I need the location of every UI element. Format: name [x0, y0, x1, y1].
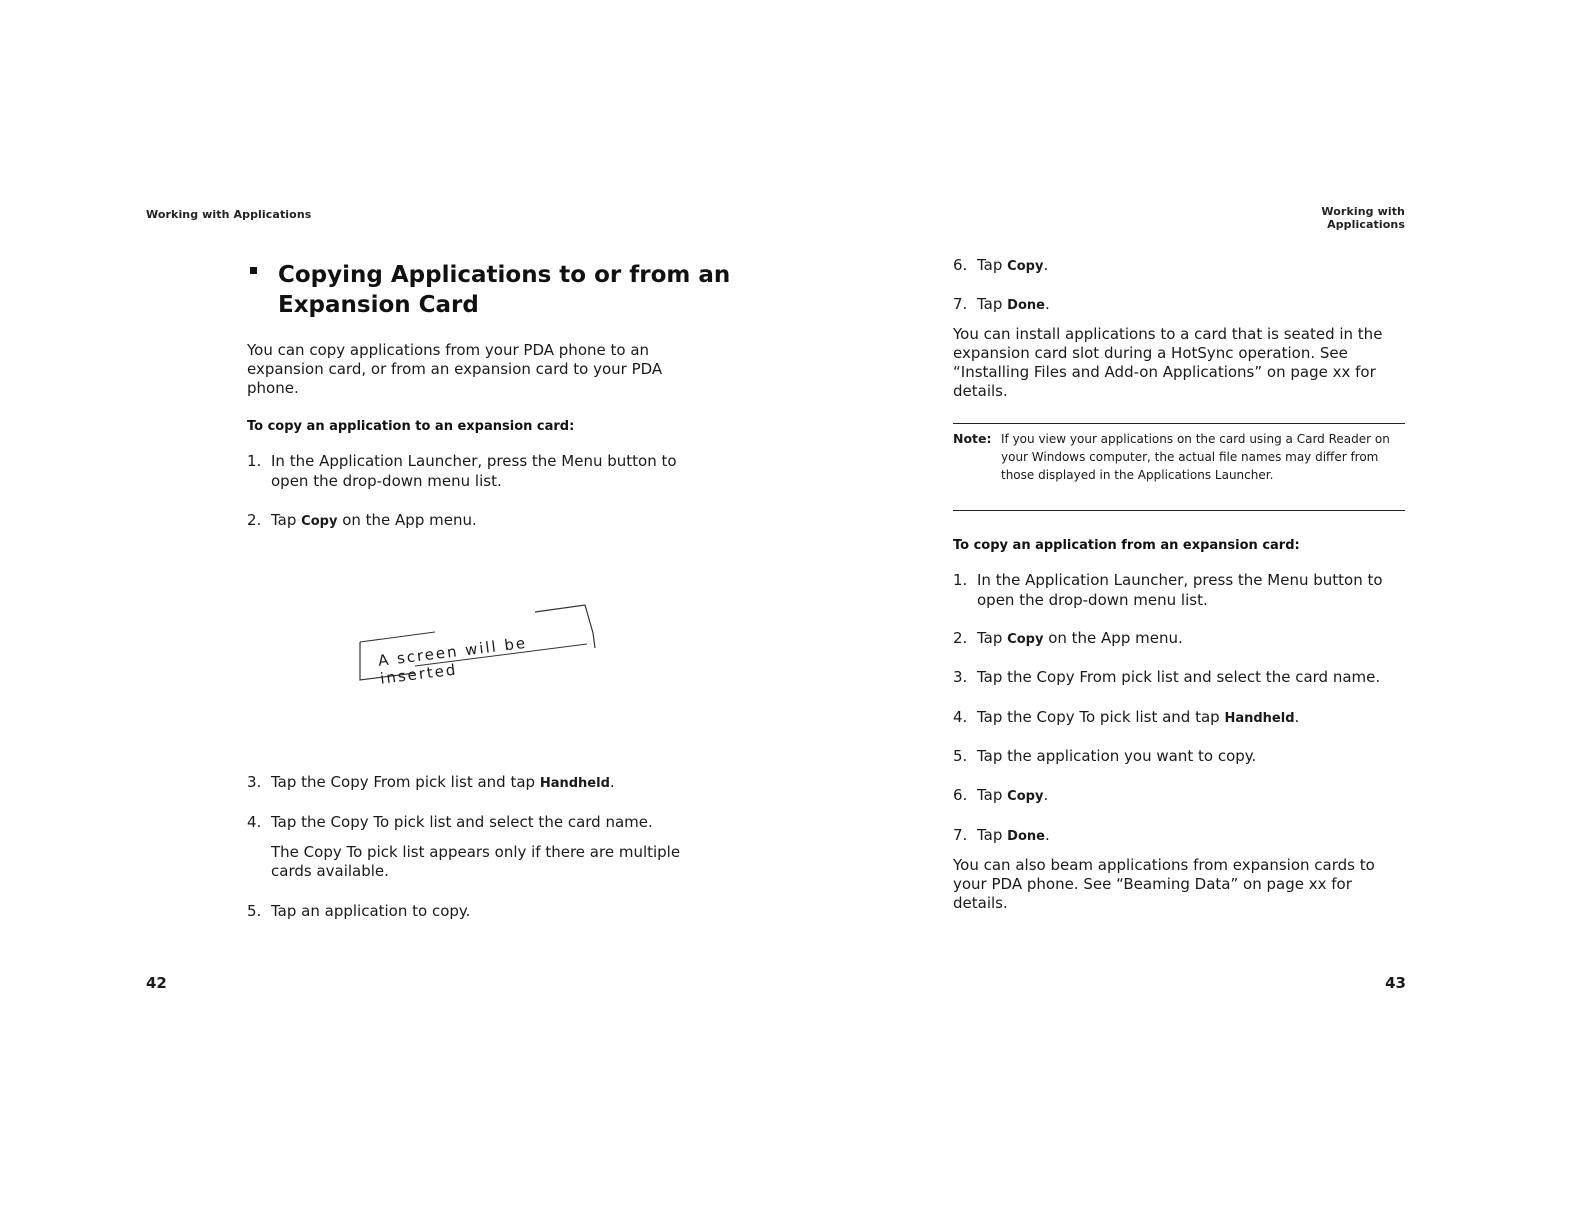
- screen-placeholder: [355, 600, 600, 688]
- list-item: 6. Tap Copy.: [953, 256, 1049, 274]
- list-item: 7. Tap Done.: [953, 826, 1050, 844]
- title-line-2: Expansion Card: [278, 292, 479, 318]
- list-item: 3. Tap the Copy From pick list and select the card name.: [953, 668, 1381, 686]
- list-item: 6. Tap Copy.: [953, 786, 1049, 804]
- list-item: 5. Tap the application you want to copy.: [953, 747, 1257, 765]
- list-item: 3. Tap the Copy From pick list and tap Handheld.: [247, 773, 615, 791]
- list-item: 7. Tap Done.: [953, 295, 1050, 313]
- placeholder-text: A screen will be inserted: [377, 633, 529, 688]
- step-4-note: The Copy To pick list appears only if there are multiple cards available.: [271, 843, 681, 880]
- list-item: 4. Tap the Copy To pick list and select the card name.: [247, 813, 653, 831]
- note-text: If you view your applications on the card using a Card Reader on your Windows computer, the actual file names may differ from those displayed in the Applications Launcher.: [1001, 432, 1390, 482]
- list-item: 1. In the Application Launcher, press the Menu button to open the drop-down menu list.: [953, 571, 1383, 609]
- page-title: [278, 260, 748, 320]
- title-line-1: Copying Applications to or from an: [278, 262, 731, 288]
- note-label: Note:: [953, 431, 992, 446]
- procedure-heading-to-card: To copy an application to an expansion card:: [247, 419, 575, 434]
- list-item: 2. Tap Copy on the App menu.: [247, 511, 477, 529]
- list-item: 4. Tap the Copy To pick list and tap Handheld.: [953, 708, 1300, 726]
- intro-paragraph: You can copy applications from your PDA phone to an expansion card, or from an expansion card to your PDA phone.: [247, 341, 663, 397]
- list-item: 1. In the Application Launcher, press the Menu button to open the drop-down menu list.: [247, 452, 677, 490]
- list-item: 2. Tap Copy on the App menu.: [953, 629, 1183, 647]
- right-running-head: Working with Applications: [1321, 205, 1405, 231]
- procedure-heading-from-card: To copy an application from an expansion card:: [953, 538, 1300, 553]
- right-page-number: 43: [1385, 974, 1406, 992]
- heading-bullet-icon: [250, 267, 257, 274]
- left-page-number: 42: [146, 974, 167, 992]
- note-box: [953, 423, 1405, 511]
- left-running-head: Working with Applications: [146, 208, 312, 221]
- beam-paragraph: You can also beam applications from expansion cards to your PDA phone. See “Beaming Data” on page xx for details.: [953, 856, 1375, 912]
- install-paragraph: You can install applications to a card that is seated in the expansion card slot during a HotSync operation. See “Installing Files and Add-on Applications” on page xx for details.: [953, 325, 1383, 400]
- list-item: 5. Tap an application to copy.: [247, 902, 471, 920]
